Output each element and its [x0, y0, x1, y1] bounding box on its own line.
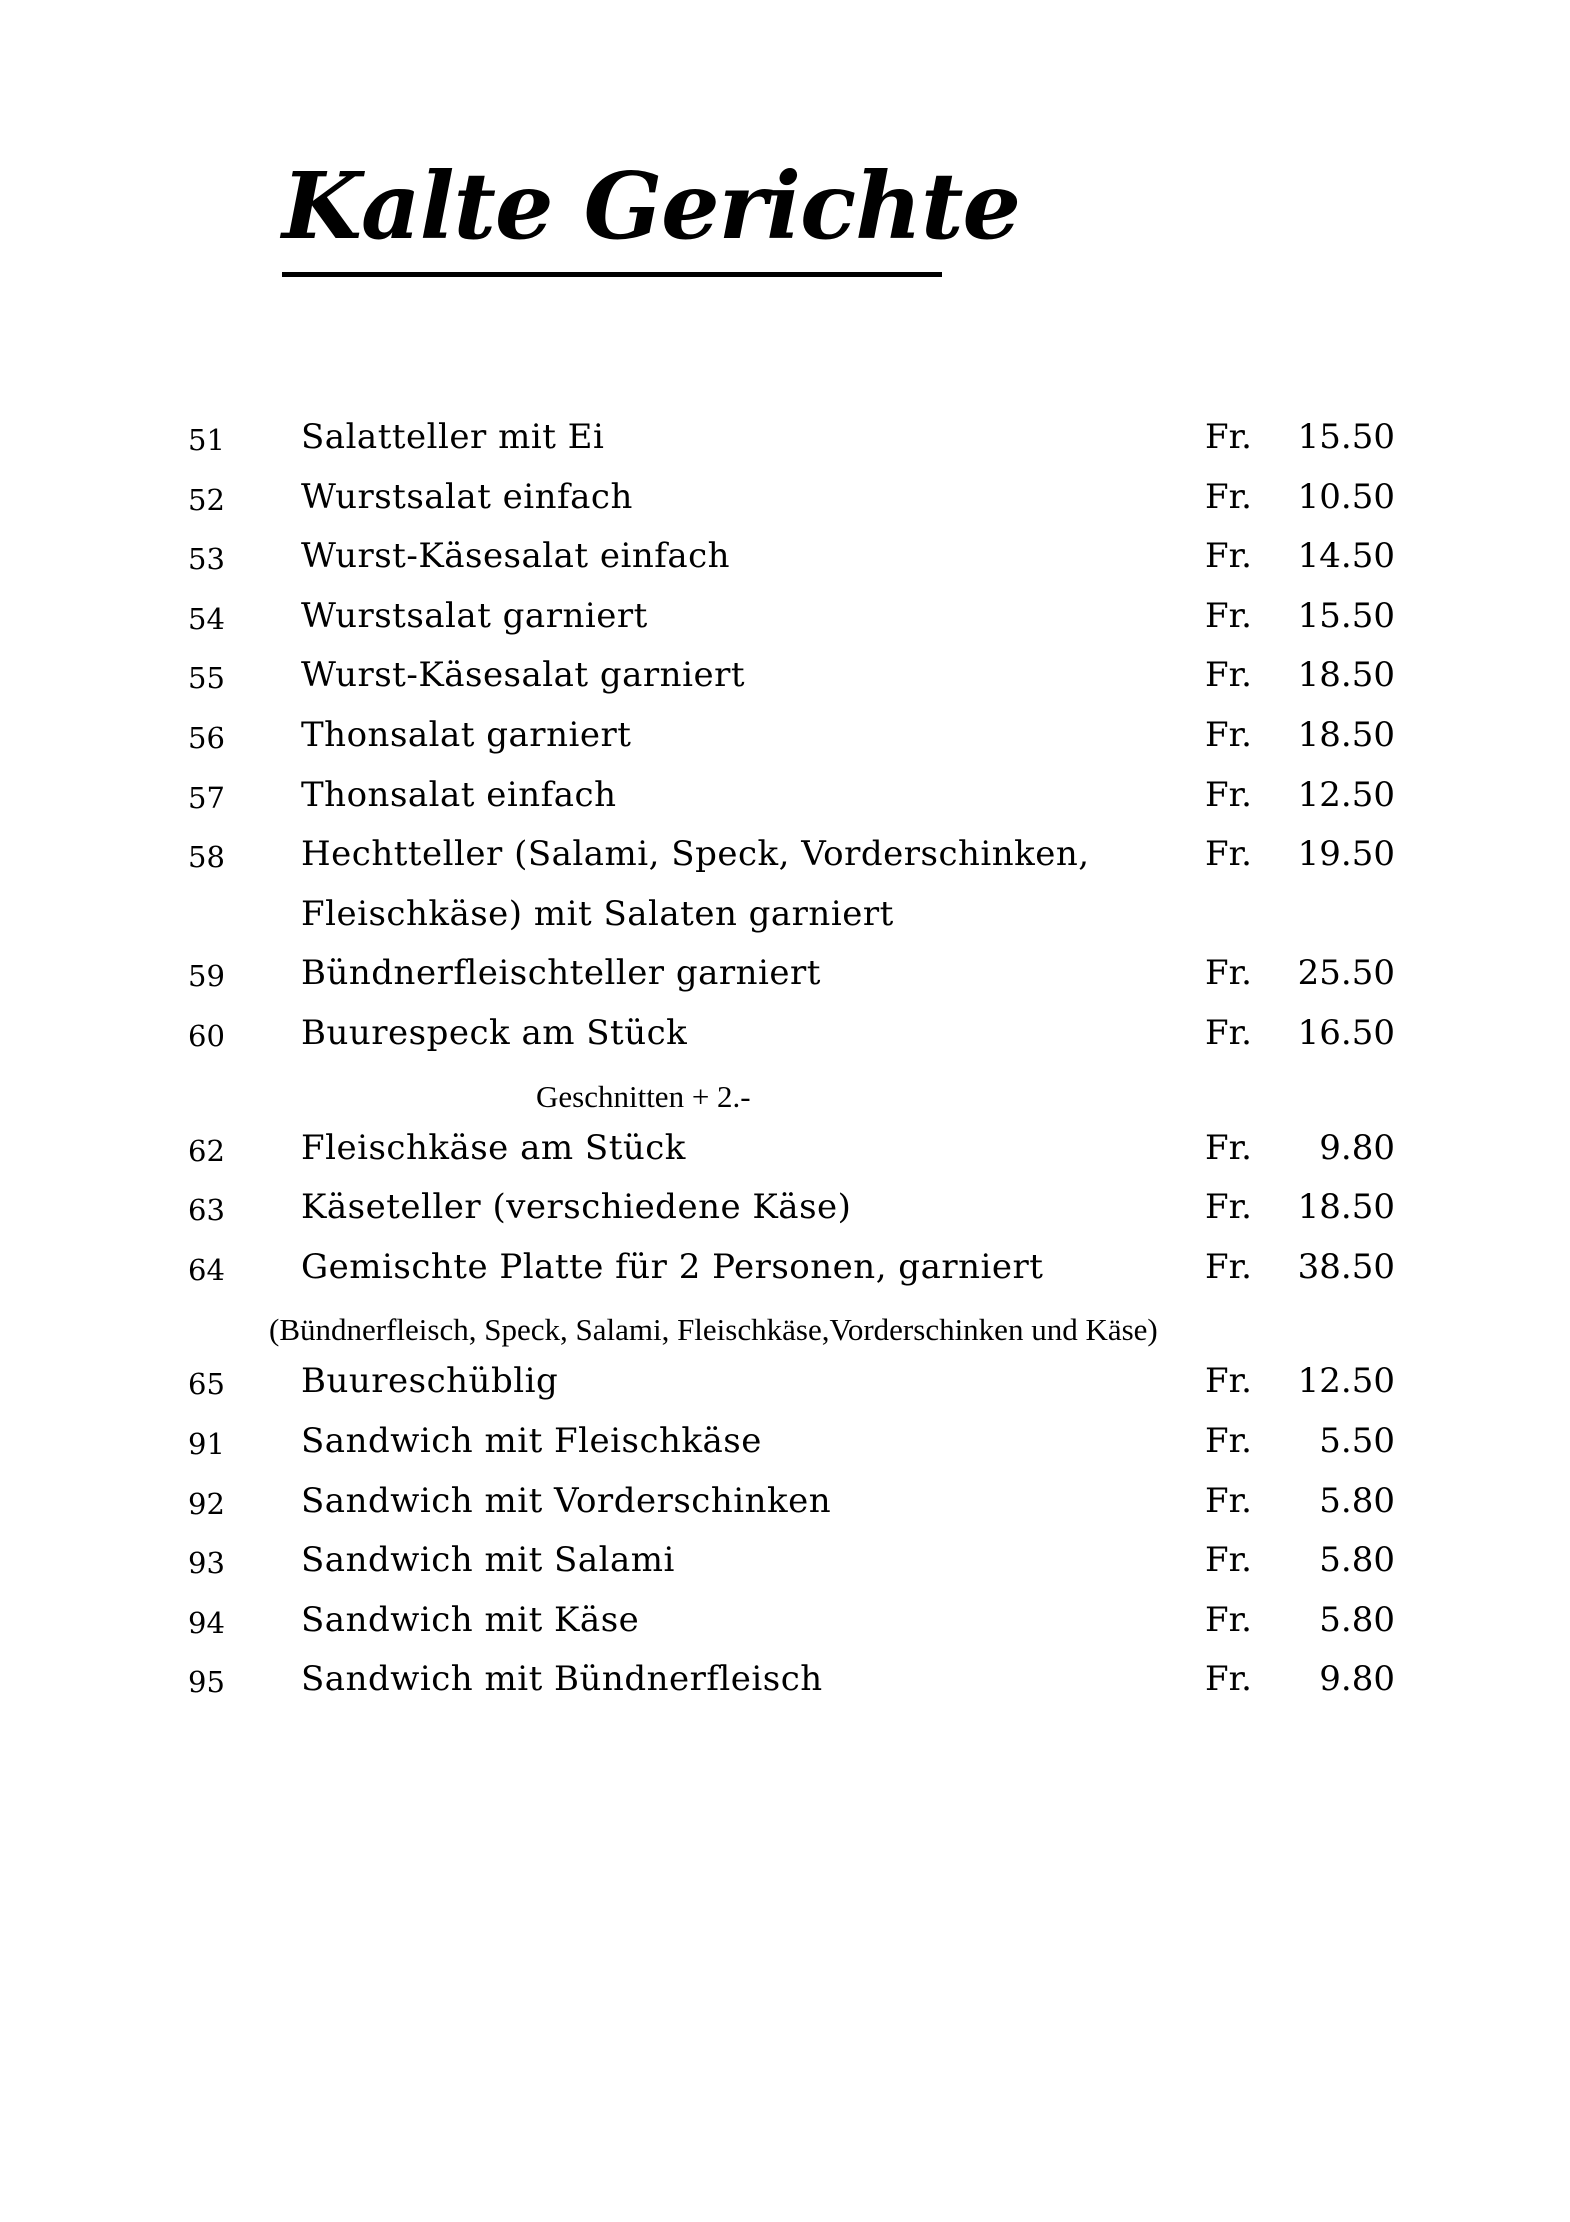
item-currency: Fr.	[1205, 536, 1252, 577]
item-price: 12.50	[1297, 774, 1395, 815]
item-number: 51	[188, 423, 225, 457]
menu-item	[0, 530, 1570, 590]
item-name: Wurstsalat einfach	[301, 476, 633, 517]
item-number: 95	[188, 1665, 225, 1700]
menu-item-continuation	[0, 888, 1570, 948]
item-number: 59	[188, 959, 225, 994]
menu-item	[0, 709, 1570, 769]
item-currency: Fr.	[1205, 774, 1252, 815]
item-price: 14.50	[1297, 536, 1395, 577]
item-name: Wurstsalat garniert	[301, 595, 648, 636]
item-currency: Fr.	[1205, 714, 1252, 755]
item-name: Käseteller (verschiedene Käse)	[301, 1187, 852, 1228]
item-price: 18.50	[1297, 655, 1395, 696]
item-currency: Fr.	[1205, 595, 1252, 636]
item-name: Fleischkäse) mit Salaten garniert	[301, 893, 894, 934]
item-number: 91	[188, 1426, 225, 1461]
item-currency: Fr.	[1205, 1480, 1252, 1521]
menu-item	[0, 590, 1570, 650]
item-name: Gemischte Platte für 2 Personen, garniert	[301, 1246, 1044, 1287]
platter-contents-note: (Bündnerfleisch, Speck, Salami, Fleischkäse,Vorderschinken und Käse)	[269, 1312, 1158, 1348]
item-price: 18.50	[1297, 1187, 1395, 1228]
item-price: 18.50	[1297, 714, 1395, 755]
item-number: 56	[188, 720, 225, 755]
item-number: 54	[188, 601, 225, 636]
item-price: 25.50	[1297, 953, 1395, 994]
item-name: Thonsalat garniert	[301, 714, 632, 755]
menu-item	[0, 1355, 1570, 1415]
menu-item	[0, 649, 1570, 709]
item-number: 63	[188, 1193, 225, 1228]
item-price: 9.80	[1319, 1127, 1395, 1168]
menu-item	[0, 411, 1570, 471]
item-price: 10.50	[1297, 476, 1395, 517]
item-name: Sandwich mit Salami	[301, 1540, 675, 1581]
note-row	[0, 1067, 1570, 1122]
note-row	[0, 1300, 1570, 1355]
menu-item	[0, 1653, 1570, 1713]
item-currency: Fr.	[1205, 655, 1252, 696]
title-underline	[282, 272, 942, 277]
item-name: Sandwich mit Bündnerfleisch	[301, 1659, 823, 1700]
item-price: 5.50	[1319, 1420, 1395, 1461]
item-name: Sandwich mit Fleischkäse	[301, 1420, 762, 1461]
item-number: 93	[188, 1546, 225, 1581]
item-price: 9.80	[1319, 1659, 1395, 1700]
item-number: 94	[188, 1605, 225, 1640]
item-name: Wurst-Käsesalat garniert	[301, 655, 745, 696]
item-currency: Fr.	[1205, 417, 1252, 457]
item-number: 55	[188, 661, 225, 696]
item-price: 5.80	[1319, 1540, 1395, 1581]
menu-item	[0, 769, 1570, 829]
item-currency: Fr.	[1205, 1420, 1252, 1461]
item-currency: Fr.	[1205, 1659, 1252, 1700]
menu-item	[0, 1534, 1570, 1594]
menu-item	[0, 947, 1570, 1007]
item-name: Buureschüblig	[301, 1361, 559, 1402]
menu-item	[0, 1594, 1570, 1654]
sliced-note: Geschnitten + 2.-	[536, 1078, 751, 1114]
page-title: Kalte Gerichte	[282, 152, 1021, 260]
item-currency: Fr.	[1205, 1361, 1252, 1402]
item-number: 65	[188, 1367, 225, 1402]
item-number: 53	[188, 542, 225, 577]
item-price: 19.50	[1297, 834, 1395, 875]
item-number: 52	[188, 482, 225, 517]
item-price: 12.50	[1297, 1361, 1395, 1402]
item-currency: Fr.	[1205, 1599, 1252, 1640]
item-currency: Fr.	[1205, 1187, 1252, 1228]
item-name: Thonsalat einfach	[301, 774, 617, 815]
item-name: Salatteller mit Ei	[301, 417, 605, 457]
item-currency: Fr.	[1205, 1012, 1252, 1053]
item-currency: Fr.	[1205, 476, 1252, 517]
item-name: Hechtteller (Salami, Speck, Vorderschinken,	[301, 834, 1090, 875]
menu-item	[0, 1122, 1570, 1182]
menu-item	[0, 1241, 1570, 1301]
item-number: 60	[188, 1018, 225, 1053]
item-number: 92	[188, 1486, 225, 1521]
menu-item	[0, 828, 1570, 888]
item-currency: Fr.	[1205, 834, 1252, 875]
item-price: 15.50	[1297, 595, 1395, 636]
item-price: 38.50	[1297, 1246, 1395, 1287]
item-currency: Fr.	[1205, 953, 1252, 994]
item-name: Bündnerfleischteller garniert	[301, 953, 821, 994]
item-price: 5.80	[1319, 1480, 1395, 1521]
menu-list	[0, 411, 1570, 1713]
menu-item	[0, 1415, 1570, 1475]
item-currency: Fr.	[1205, 1540, 1252, 1581]
item-name: Sandwich mit Käse	[301, 1599, 640, 1640]
item-name: Fleischkäse am Stück	[301, 1127, 686, 1168]
item-name: Sandwich mit Vorderschinken	[301, 1480, 832, 1521]
menu-item	[0, 1007, 1570, 1067]
item-name: Wurst-Käsesalat einfach	[301, 536, 731, 577]
item-number: 58	[188, 840, 225, 875]
item-number: 62	[188, 1133, 225, 1168]
menu-item	[0, 1181, 1570, 1241]
item-price: 16.50	[1297, 1012, 1395, 1053]
menu-item	[0, 1475, 1570, 1535]
item-price: 5.80	[1319, 1599, 1395, 1640]
item-currency: Fr.	[1205, 1246, 1252, 1287]
item-number: 64	[188, 1252, 225, 1287]
item-number: 57	[188, 780, 225, 815]
menu-item	[0, 471, 1570, 531]
item-price: 15.50	[1297, 417, 1395, 457]
item-currency: Fr.	[1205, 1127, 1252, 1168]
item-name: Buurespeck am Stück	[301, 1012, 688, 1053]
